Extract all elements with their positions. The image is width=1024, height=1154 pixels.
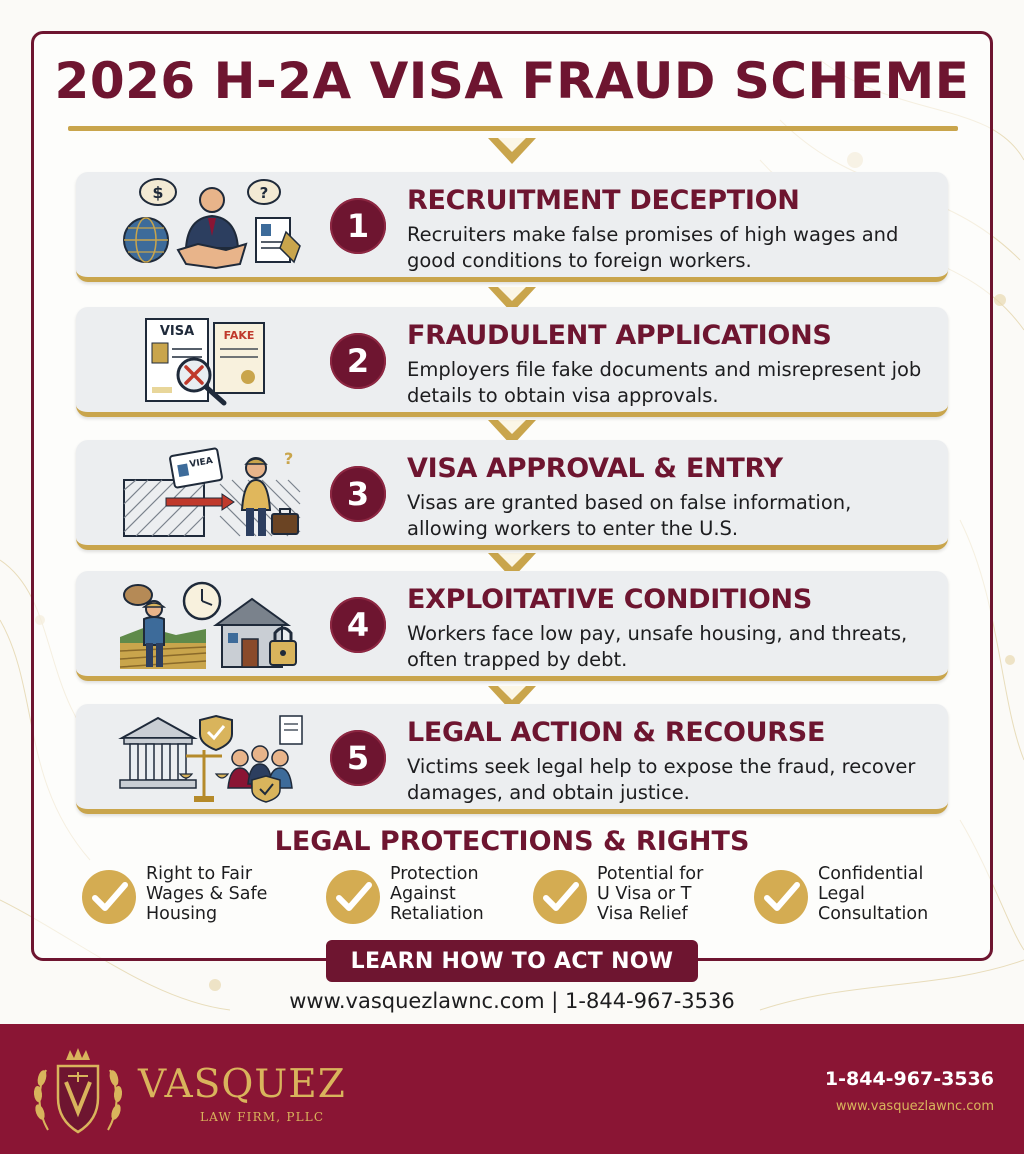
recruiter-figure [186,188,238,248]
right-text-line: Legal [818,884,865,904]
check-icon [531,868,589,926]
step-card-5 [76,704,948,814]
footer-bar [0,1024,1024,1154]
page-title: 2026 H-2A VISA FRAUD SCHEME [54,52,970,110]
legal-action-illustration [116,710,306,805]
footer-phone[interactable]: 1-844-967-3536 [824,1068,994,1090]
svg-text:VISA: VISA [159,324,195,339]
check-icon [80,868,138,926]
right-text-line: Housing [146,904,218,924]
step-title: RECRUITMENT DECEPTION [407,185,800,216]
step-description: Victims seek legal help to expose the fraud, recover damages, and obtain justice. [407,755,916,804]
right-text-line: Confidential [818,864,924,884]
step-title: FRAUDULENT APPLICATIONS [407,320,832,351]
step-title: EXPLOITATIVE CONDITIONS [407,584,812,615]
handshake-icon [178,244,246,268]
svg-text:VIEA: VIEA [188,456,214,470]
fake-document-icon [214,323,264,393]
scales-icon [180,750,228,802]
fraudulent-applications-illustration [116,313,306,408]
right-text-line: Protection [390,864,479,884]
svg-text:$: $ [152,183,164,202]
step-number-badge: 1 [330,198,386,254]
step-card-3 [76,440,948,550]
shield-icon [200,716,232,750]
svg-text:?: ? [259,184,269,202]
right-text-line: Consultation [818,904,929,924]
svg-text:?: ? [284,449,294,468]
right-text-line: Potential for [597,864,704,884]
contact-line[interactable]: www.vasquezlawnc.com | 1-844-967-3536 [289,989,735,1013]
firm-logo [28,1042,128,1142]
step-card-1 [76,172,948,282]
svg-text:FAKE: FAKE [223,329,255,342]
step-title: VISA APPROVAL & ENTRY [407,453,783,484]
rights-heading: LEGAL PROTECTIONS & RIGHTS [274,826,750,857]
right-text-line: Retaliation [390,904,484,924]
document-icon [256,218,300,262]
footer-website[interactable]: www.vasquezlawnc.com [835,1099,994,1114]
step-title: LEGAL ACTION & RECOURSE [407,717,826,748]
right-text-line: Right to Fair [146,864,253,884]
right-text-line: Wages & Safe [146,884,268,904]
globe-icon [124,218,168,262]
right-text-line: Against [390,884,456,904]
step-number-badge: 2 [330,333,386,389]
exploitative-conditions-illustration [116,577,306,672]
step-number-badge: 5 [330,730,386,786]
step-description: Visas are granted based on false information, allowing workers to enter the U.S. [407,491,852,540]
visa-card-icon [170,448,223,488]
firm-name: VASQUEZ [138,1062,346,1107]
step-description: Workers face low pay, unsafe housing, and threats, often trapped by debt. [407,622,908,671]
step-card-2 [76,307,948,417]
clock-icon [184,583,220,619]
learn-how-button[interactable]: LEARN HOW TO ACT NOW [326,940,698,982]
right-text-line: U Visa or T [597,884,692,904]
check-icon [324,868,382,926]
step-description: Employers file fake documents and misrepresent job details to obtain visa approvals. [407,358,922,407]
title-divider [68,126,958,131]
document-icon [280,716,302,744]
check-icon [752,868,810,926]
recruitment-illustration [116,178,306,273]
step-card-4 [76,571,948,681]
step-number-badge: 4 [330,597,386,653]
right-text-line: Visa Relief [597,904,688,924]
shield-icon [252,776,280,802]
step-description: Recruiters make false promises of high wages and good conditions to foreign workers. [407,223,899,272]
firm-subtitle: LAW FIRM, PLLC [200,1110,325,1124]
step-number-badge: 3 [330,466,386,522]
chevron-down-icon [488,138,536,164]
visa-entry-illustration [116,446,306,541]
